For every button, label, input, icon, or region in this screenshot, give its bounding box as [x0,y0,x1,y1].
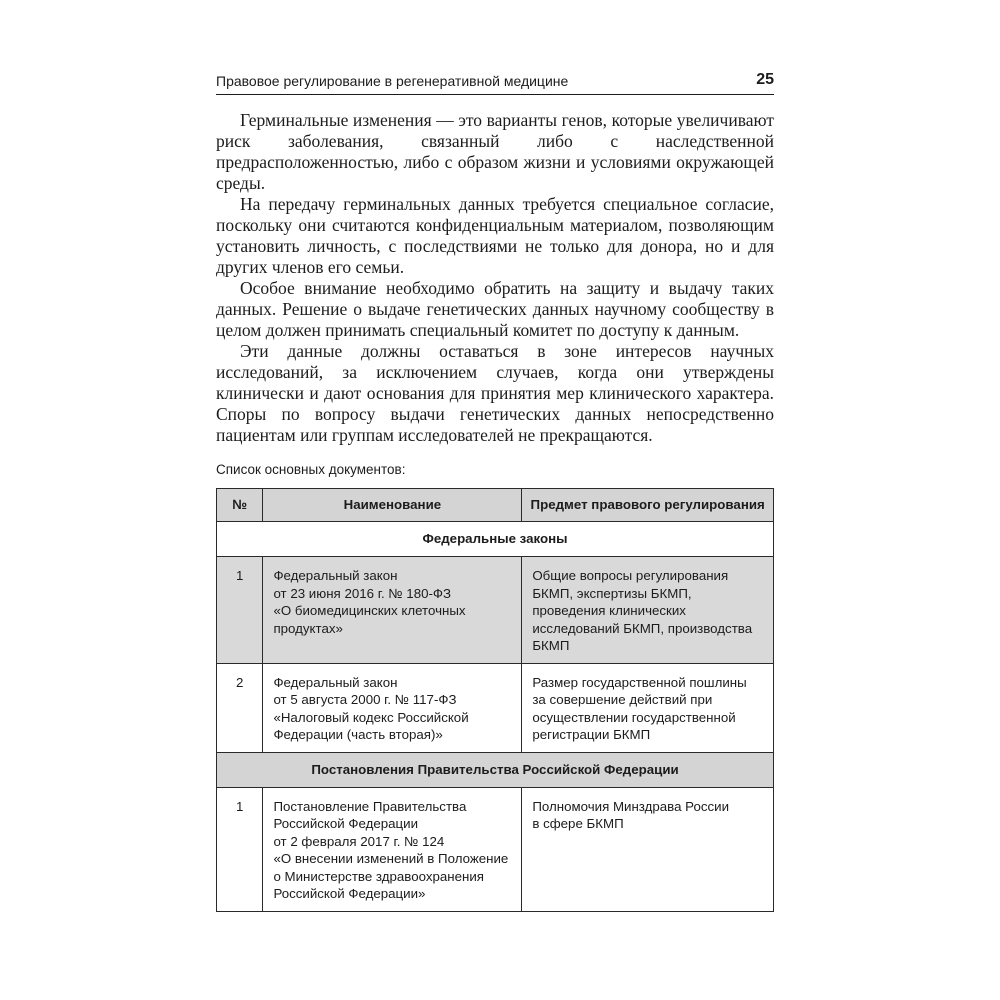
row-subject [522,787,774,911]
row-name-line: Федерации (часть вторая)» [273,727,443,742]
row-name [263,787,522,911]
row-subject-line: БКМП, экспертизы БКМП, [532,585,692,601]
table-header-row [217,489,774,522]
body-text [216,110,774,446]
table-row [217,663,774,752]
running-header [216,72,774,95]
row-subject [522,663,774,752]
section-title: Постановления Правительства Российской Федерации [217,752,774,787]
page-number: 25 [756,71,774,88]
row-name-line: «О биомедицинских клеточных [273,603,466,618]
header-name: Наименование [263,489,522,522]
paragraph: Герминальные изменения — это варианты генов, которые увеличивают риск заболевания, связанный либо с наследственной предрасположенностью, либо с образом жизни и условиями окружающей среды. [216,110,774,193]
header-subject: Предмет правового регулирования [522,489,774,522]
row-subject-line: Размер государственной пошлины [532,674,747,690]
row-name-line: «Налоговый кодекс Российской [273,709,469,725]
row-name-line: Федеральный закон [273,568,398,583]
row-num: 1 [217,557,263,664]
row-subject-line: Полномочия Минздрава России [532,798,729,814]
row-num: 1 [217,787,263,911]
row-subject-line: проведения клинических [532,603,686,618]
row-name [263,557,522,664]
row-name-line: продуктах» [273,620,343,636]
row-subject-line: исследований БКМП, производства [532,620,753,636]
paragraph: На передачу герминальных данных требуется специальное согласие, поскольку они считаются конфиденциальным материалом, позволяющим установить личность, с последствиями не только для донора, но и для других членов его семьи. [216,194,774,277]
row-name-line: Российской Федерации [273,816,419,831]
row-subject-line: БКМП [532,638,570,653]
documents-table [216,488,774,912]
table-row [217,557,774,664]
paragraph: Особое внимание необходимо обратить на защиту и выдачу таких данных. Решение о выдаче генетических данных научному сообществу в целом должен принимать специальный комитет по доступу к данным. [216,278,774,340]
paragraph: Эти данные должны оставаться в зоне интересов научных исследований, за исключением случаев, когда они утверждены клинически и дают основания для принятия мер клинического характера. Споры по вопросу выдачи генетических данных непосредственно пациентам или группам исследователей не прекращаются. [216,341,774,445]
table-row [217,787,774,911]
row-name-line: от 2 февраля 2017 г. № 124 [273,833,445,849]
running-header-title: Правовое регулирование в регенеративной медицине [216,73,569,89]
row-subject-line: за совершение действий при [532,692,713,707]
section-row [217,522,774,557]
row-name-line: от 23 июня 2016 г. № 180-ФЗ [273,585,452,601]
section-row [217,752,774,787]
row-subject-line: регистрации БКМП [532,727,651,742]
row-name-line: о Министерстве здравоохранения [273,868,484,884]
row-num: 2 [217,663,263,752]
section-title: Федеральные законы [217,522,774,557]
row-subject-line: в сфере БКМП [532,816,624,831]
row-name-line: Федеральный закон [273,674,398,690]
header-num: № [217,489,263,522]
row-name-line: от 5 августа 2000 г. № 117-ФЗ [273,692,457,707]
row-name [263,663,522,752]
row-subject-line: осуществлении государственной [532,709,736,725]
row-name-line: Постановление Правительства [273,798,467,814]
row-subject [522,557,774,664]
row-name-line: «О внесении изменений в Положение [273,851,509,866]
row-name-line: Российской Федерации» [273,886,426,901]
table-caption: Список основных документов: [216,462,406,477]
row-subject-line: Общие вопросы регулирования [532,568,729,583]
